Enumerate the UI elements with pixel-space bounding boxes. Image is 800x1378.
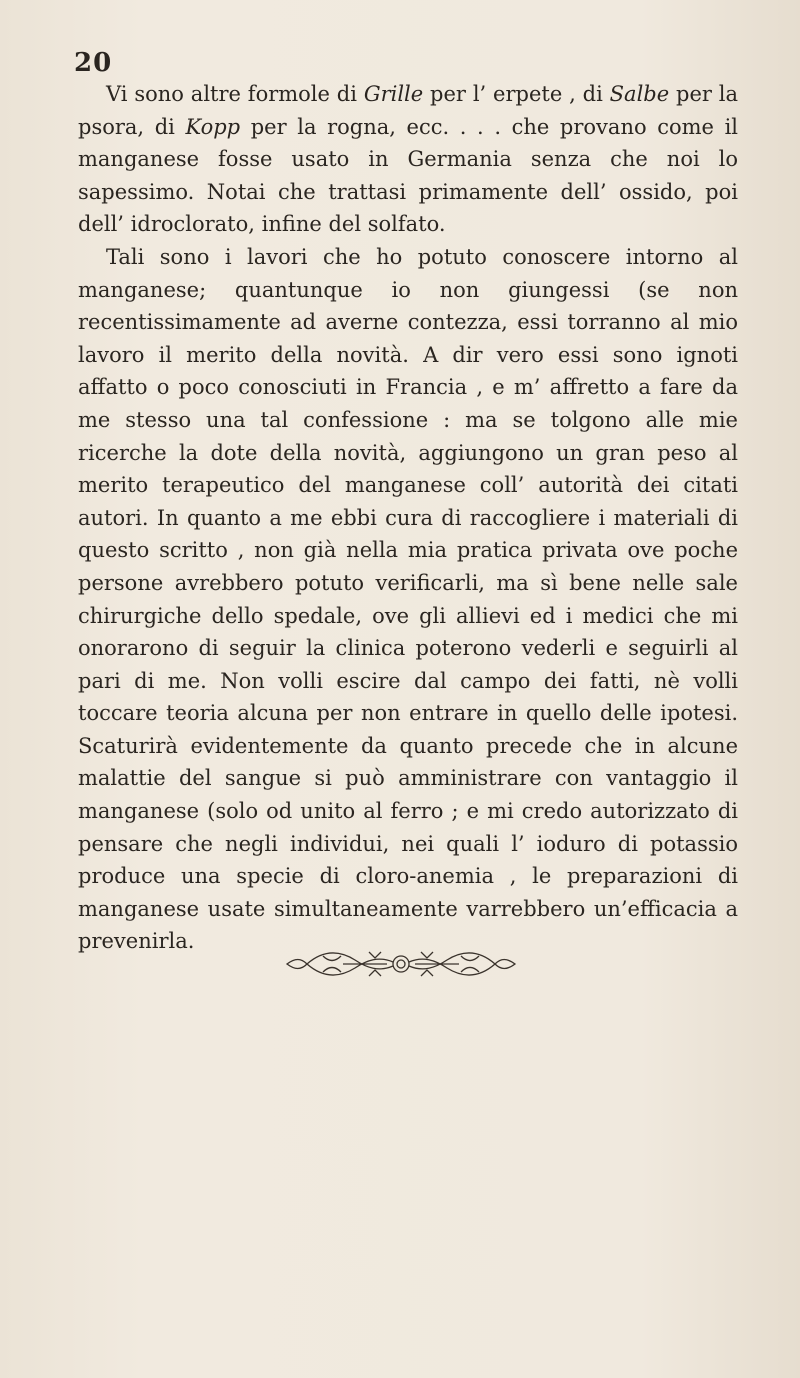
text-segment: per l’ erpete , di xyxy=(423,82,610,106)
author-name-italic: Kopp xyxy=(185,114,241,139)
paragraph xyxy=(78,78,738,241)
decorative-vignette-icon xyxy=(283,946,519,982)
text-segment: Tali sono i lavori che ho potuto conoscere intorno al manganese; quantunque io non giungessi (se non recentissimamente ad averne contezza, essi torranno al mio lavoro il merito della novità. A dir vero essi sono ignoti affatto o poco conosciuti in Francia , e m’ affretto a fare da me stesso una tal confessione : ma se tolgono alle mie ricerche la dote della novità, aggiungono un gran peso al merito terapeutico del manganese coll’ autorità dei citati autori. In quanto a me ebbi cura di raccogliere i materiali di questo scritto , non già nella mia pratica privata ove poche persone avrebbero potuto verificarli, ma sì bene nelle sale chirurgiche dello spedale, ove gli allievi ed i medici che mi onorarono di seguir la clinica poterono vederli e seguirli al pari di me. Non volli escire dal campo dei fatti, nè volli toccare teoria alcuna per non entrare in quello delle ipotesi. Scaturirà evidentemente da quanto precede che in alcune malattie del sangue si può amministrare con vantaggio il manganese (solo od unito al ferro ; e mi credo autorizzato di pensare che negli individui, nei quali l’ ioduro di potassio produce una specie di cloro-anemia , le preparazioni di manganese usate simultaneamente varrebbero un’efficacia a prevenirla. xyxy=(78,244,738,954)
text-segment: Vi sono altre formole di xyxy=(106,82,364,106)
text-segment: per la rogna, ecc. . . . che provano come il manganese fosse usato in Germania senza che noi lo sapessimo. Notai che trattasi primamente dell’ ossido, poi dell’ idroclorato, infine del solfato. xyxy=(78,114,738,237)
author-name-italic: Grille xyxy=(363,82,424,106)
author-name-italic: Salbe xyxy=(609,82,670,106)
text-segment: per la psora, di xyxy=(78,82,739,139)
body-text xyxy=(78,78,738,958)
paragraph xyxy=(78,241,738,958)
page-number: 20 xyxy=(74,48,113,78)
